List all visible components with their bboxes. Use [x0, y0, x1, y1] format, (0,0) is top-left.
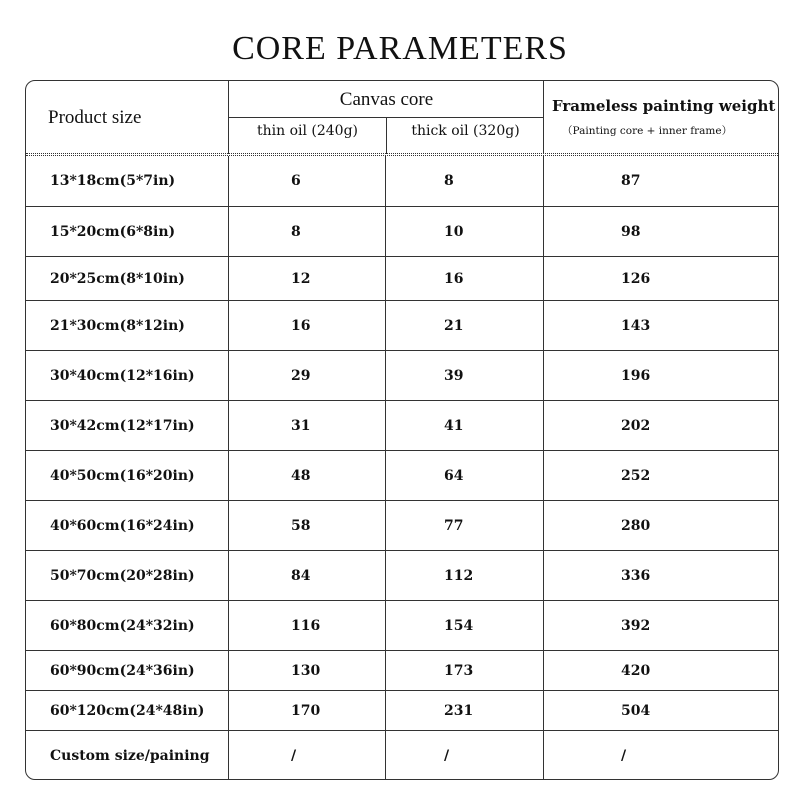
row-weight: 280 — [543, 501, 779, 550]
row-thin-oil: 130 — [228, 651, 385, 690]
row-thick-oil: 112 — [385, 551, 543, 600]
row-product-size: 30*42cm(12*17in) — [50, 417, 195, 434]
row-weight: 504 — [543, 691, 779, 730]
row-product-size: 13*18cm(5*7in) — [50, 173, 176, 189]
table-row — [26, 450, 779, 500]
row-thin-oil: 8 — [228, 207, 385, 256]
header-weight-subtitle: （Painting core + inner frame） — [562, 125, 733, 137]
header-weight-group — [543, 81, 779, 154]
row-thick-oil: 8 — [385, 156, 543, 206]
row-product-size: 30*40cm(12*16in) — [50, 367, 195, 384]
row-weight: 202 — [543, 401, 779, 450]
row-thin-oil: 16 — [228, 301, 385, 350]
header-canvas-core: Canvas core — [339, 89, 434, 110]
row-product-size: 15*20cm(6*8in) — [50, 223, 176, 240]
row-thin-oil: 170 — [228, 691, 385, 730]
row-thin-oil: 31 — [228, 401, 385, 450]
row-thick-oil: 231 — [385, 691, 543, 730]
row-thick-oil: 39 — [385, 351, 543, 400]
table-row — [26, 650, 779, 690]
table-row — [26, 730, 779, 780]
row-product-size: 20*25cm(8*10in) — [50, 270, 185, 287]
parameters-table — [25, 80, 779, 780]
row-product-size: 60*120cm(24*48in) — [50, 702, 205, 719]
row-product-size: 40*50cm(16*20in) — [50, 467, 195, 484]
row-thick-oil: / — [385, 731, 543, 780]
table-header — [26, 81, 779, 154]
row-weight: 126 — [543, 257, 779, 300]
table-row — [26, 156, 779, 206]
row-thin-oil: 58 — [228, 501, 385, 550]
row-weight: 336 — [543, 551, 779, 600]
row-thick-oil: 154 — [385, 601, 543, 650]
table-row — [26, 500, 779, 550]
row-thick-oil: 77 — [385, 501, 543, 550]
row-thin-oil: 29 — [228, 351, 385, 400]
row-product-size: 40*60cm(16*24in) — [50, 517, 195, 534]
table-row — [26, 400, 779, 450]
row-thin-oil: / — [228, 731, 385, 780]
table-row — [26, 550, 779, 600]
row-product-size: Custom size/paining — [50, 748, 210, 764]
row-thin-oil: 48 — [228, 451, 385, 500]
row-thin-oil: 6 — [228, 156, 385, 206]
table-row — [26, 206, 779, 256]
table-row — [26, 350, 779, 400]
row-weight: 392 — [543, 601, 779, 650]
table-row — [26, 256, 779, 300]
header-product-size: Product size — [48, 106, 142, 128]
row-thick-oil: 21 — [385, 301, 543, 350]
row-weight: / — [543, 731, 779, 780]
row-weight: 252 — [543, 451, 779, 500]
row-thick-oil: 16 — [385, 257, 543, 300]
row-thick-oil: 64 — [385, 451, 543, 500]
row-thick-oil: 173 — [385, 651, 543, 690]
row-weight: 98 — [543, 207, 779, 256]
row-thick-oil: 10 — [385, 207, 543, 256]
header-canvas-core-group — [228, 81, 543, 154]
row-weight: 87 — [543, 156, 779, 206]
row-thin-oil: 84 — [228, 551, 385, 600]
table-row — [26, 690, 779, 730]
row-product-size: 60*80cm(24*32in) — [50, 617, 195, 634]
row-weight: 143 — [543, 301, 779, 350]
header-thick-oil: thick oil (320g) — [386, 117, 544, 154]
row-weight: 196 — [543, 351, 779, 400]
row-weight: 420 — [543, 651, 779, 690]
row-thin-oil: 116 — [228, 601, 385, 650]
table-row — [26, 600, 779, 650]
row-product-size: 60*90cm(24*36in) — [50, 662, 195, 679]
row-thin-oil: 12 — [228, 257, 385, 300]
row-product-size: 50*70cm(20*28in) — [50, 567, 195, 584]
table-row — [26, 300, 779, 350]
row-product-size: 21*30cm(8*12in) — [50, 317, 185, 334]
row-thick-oil: 41 — [385, 401, 543, 450]
header-thin-oil: thin oil (240g) — [256, 123, 359, 139]
page-title: CORE PARAMETERS — [232, 30, 568, 67]
header-weight-title: Frameless painting weight — [552, 97, 776, 115]
